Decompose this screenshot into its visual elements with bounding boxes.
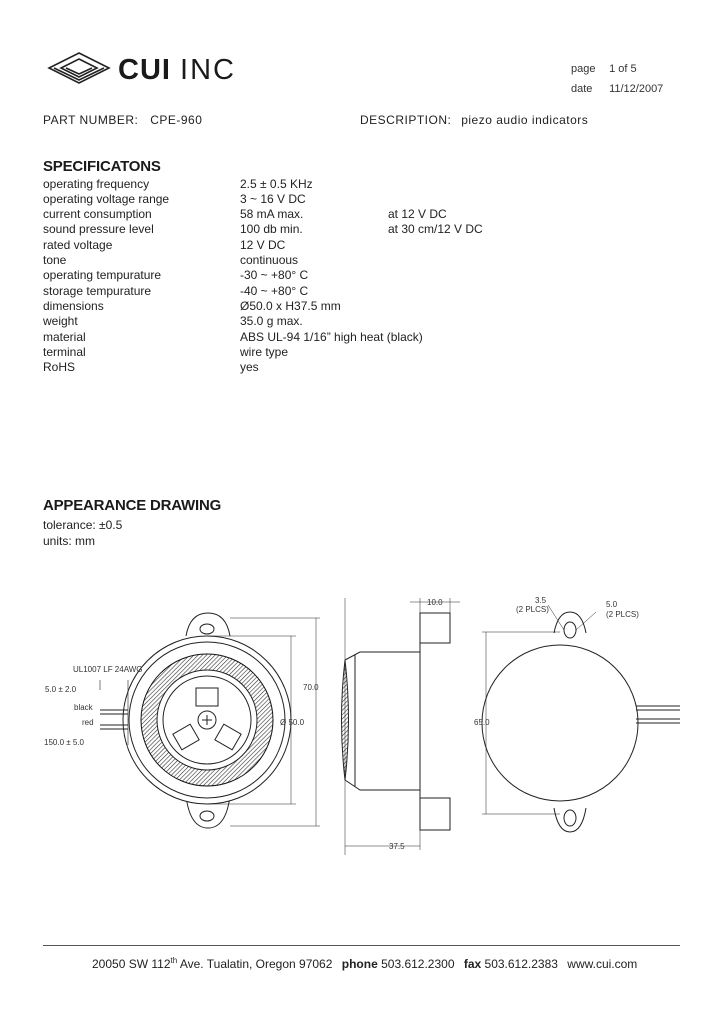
phone-number: 503.612.2300 xyxy=(381,957,455,971)
wire-spec-label: UL1007 LF 24AWG xyxy=(73,665,143,674)
spec-note: at 12 V DC xyxy=(388,207,447,221)
description xyxy=(360,113,588,127)
appearance-drawing-title: APPEARANCE DRAWING xyxy=(43,497,222,514)
spec-label: dimensions xyxy=(43,299,104,313)
spec-label: tone xyxy=(43,253,67,267)
spec-label: RoHS xyxy=(43,360,76,374)
fax-number: 503.612.2383 xyxy=(484,957,558,971)
footer-address-sup: th xyxy=(170,956,178,965)
spec-value: wire type xyxy=(240,345,289,359)
date-value: 11/12/2007 xyxy=(609,83,664,95)
spec-label: operating voltage range xyxy=(43,192,170,206)
doc-date xyxy=(571,83,663,95)
brand-name-strong: CUI xyxy=(118,54,171,86)
dim-5-label: 5.0 xyxy=(606,600,618,609)
description-label: DESCRIPTION: xyxy=(360,113,452,127)
dim-3-5-plcs-label: (2 PLCS) xyxy=(516,605,549,614)
spec-note: at 30 cm/12 V DC xyxy=(388,222,483,236)
footer-address-a: 20050 SW 112 xyxy=(92,957,171,971)
spec-label: terminal xyxy=(43,345,86,359)
appearance-drawing xyxy=(0,585,720,865)
dim-37-label: 37.5 xyxy=(389,842,405,851)
spec-value: Ø50.0 x H37.5 mm xyxy=(240,299,341,313)
spec-value: 35.0 g max. xyxy=(240,314,303,328)
spec-label: weight xyxy=(43,314,78,328)
spec-value: 100 db min. xyxy=(240,222,303,236)
brand-name xyxy=(118,54,236,87)
page-number xyxy=(571,63,637,75)
spec-label: storage tempurature xyxy=(43,284,152,298)
spec-label: rated voltage xyxy=(43,238,113,252)
spec-value: 3 ~ 16 V DC xyxy=(240,192,306,206)
spec-value: 12 V DC xyxy=(240,238,286,252)
tolerance-text: tolerance: ±0.5 xyxy=(43,518,123,532)
footer-address-b: Ave. Tualatin, Oregon 97062 xyxy=(177,957,333,971)
dim-5-plcs-label: (2 PLCS) xyxy=(606,610,639,619)
dim-10-label: 10.0 xyxy=(427,598,443,607)
spec-label: current consumption xyxy=(43,207,152,221)
spec-value: continuous xyxy=(240,253,299,267)
dim-70-label: 70.0 xyxy=(303,683,319,692)
red-wire-label: red xyxy=(82,718,94,727)
dim-50-label: Ø 50.0 xyxy=(280,718,305,727)
dim-65-label: 65.0 xyxy=(474,718,490,727)
part-number xyxy=(43,113,202,127)
footer-divider xyxy=(43,945,680,946)
spec-value: yes xyxy=(240,360,259,374)
footer-contact xyxy=(92,956,637,971)
back-view xyxy=(482,605,680,832)
dim-3-5-label: 3.5 xyxy=(535,596,547,605)
part-number-label: PART NUMBER: xyxy=(43,113,139,127)
page-label: page xyxy=(571,63,596,75)
spec-value: -40 ~ +80° C xyxy=(240,284,309,298)
spec-label: operating tempurature xyxy=(43,268,162,282)
spec-label: material xyxy=(43,330,86,344)
part-number-value: CPE-960 xyxy=(150,113,203,127)
spec-value: ABS UL-94 1/16” high heat (black) xyxy=(240,330,423,344)
fax-label: fax xyxy=(463,957,482,971)
cui-logo-icon xyxy=(46,50,112,86)
wire-length-label: 150.0 ± 5.0 xyxy=(44,738,84,747)
page-value: 1 of 5 xyxy=(609,63,637,75)
description-value: piezo audio indicators xyxy=(461,113,589,127)
units-text: units: mm xyxy=(43,534,96,548)
spec-value: 2.5 ± 0.5 KHz xyxy=(240,177,313,191)
spec-value: -30 ~ +80° C xyxy=(240,268,309,282)
website-link[interactable]: www.cui.com xyxy=(567,957,638,971)
brand-name-light: INC xyxy=(180,54,236,86)
spec-label: sound pressure level xyxy=(43,222,154,236)
spec-value: 58 mA max. xyxy=(240,207,304,221)
strip-length-label: 5.0 ± 2.0 xyxy=(45,685,77,694)
side-view xyxy=(342,598,461,855)
spec-label: operating frequency xyxy=(43,177,150,191)
date-label: date xyxy=(571,83,593,95)
specifications-title: SPECIFICATONS xyxy=(43,158,161,175)
phone-label: phone xyxy=(341,957,378,971)
black-wire-label: black xyxy=(74,703,93,712)
